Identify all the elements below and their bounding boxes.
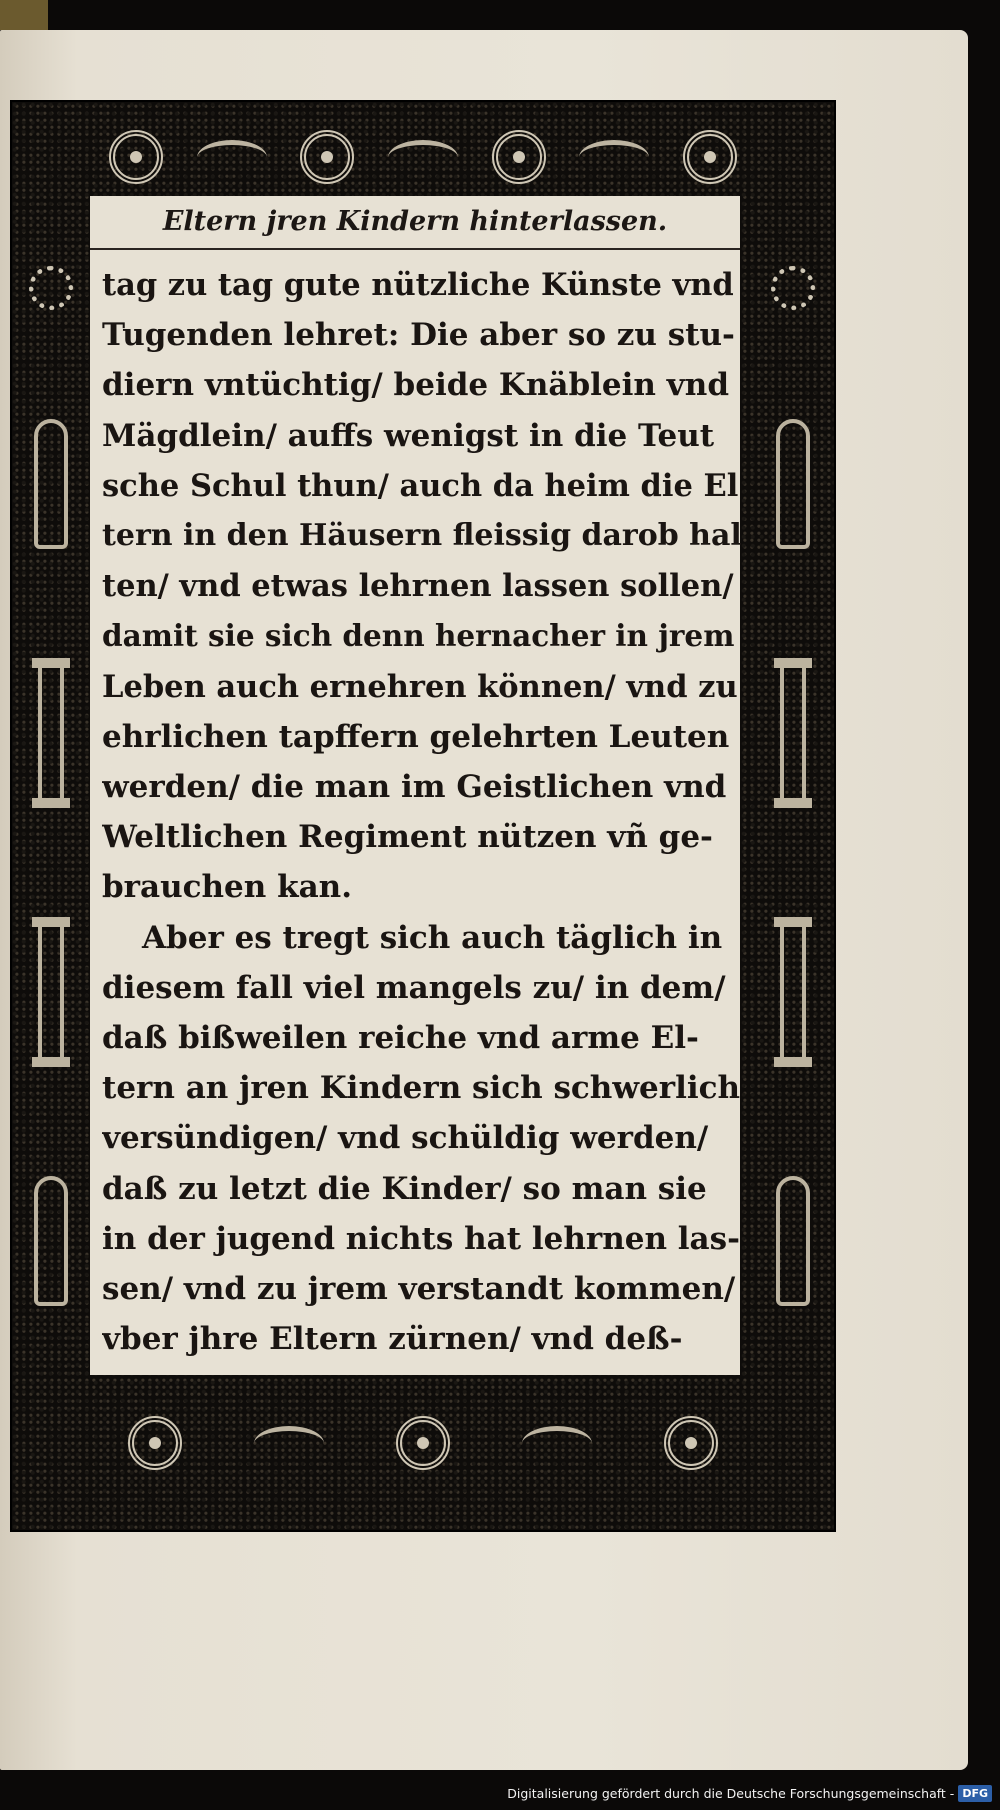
pillar-ornament-icon [38, 658, 64, 808]
text-line: in der jugend nichts hat lehrnen las- [102, 1220, 740, 1257]
flower-ornament-icon [29, 266, 73, 310]
text-line: Aber es tregt sich auch täglich in [142, 919, 723, 956]
text-line: diern vntüchtig/ beide Knäblein vnd [102, 367, 729, 404]
text-line: brauchen kan. [102, 869, 352, 906]
top-ornament-band [92, 112, 754, 202]
text-line: werden/ die man im Geistlichen vnd [102, 769, 727, 806]
book-spine-edge [0, 0, 48, 30]
pillar-ornament-icon [780, 658, 806, 808]
text-line: tag zu tag gute nützliche Künste vnd [102, 267, 734, 303]
vine-ornament-icon [197, 140, 267, 175]
vine-ornament-icon [579, 140, 649, 175]
text-line: Leben auch ernehren können/ vnd zu [102, 668, 738, 705]
dfg-logo: DFG [958, 1785, 992, 1802]
rosette-ornament-icon [492, 130, 546, 184]
text-line: tern in den Häusern fleissig darob hal [102, 518, 742, 554]
rosette-ornament-icon [683, 130, 737, 184]
text-line: vber jhre Eltern zürnen/ vnd deß- [102, 1321, 683, 1358]
vine-ornament-icon [522, 1426, 592, 1461]
standing-figure-ornament-icon [34, 1176, 68, 1306]
pillar-ornament-icon [38, 917, 64, 1067]
rosette-ornament-icon [128, 1416, 182, 1470]
left-ornament-column [16, 212, 86, 1360]
running-head: Eltern jren Kindern hinterlassen. [90, 196, 740, 250]
rosette-ornament-icon [396, 1416, 450, 1470]
flower-ornament-icon [771, 266, 815, 310]
text-line: versündigen/ vnd schüldig werden/ [102, 1120, 709, 1157]
text-line: tern an jren Kindern sich schwerlich [102, 1070, 741, 1107]
body-text [102, 260, 742, 1364]
footer-credit: Digitalisierung gefördert durch die Deutsche Forschungsgemeinschaft - [507, 1785, 955, 1801]
text-line: daß bißweilen reiche vnd arme El- [102, 1020, 699, 1057]
vine-ornament-icon [388, 140, 458, 175]
standing-figure-ornament-icon [776, 419, 810, 549]
standing-figure-ornament-icon [776, 1176, 810, 1306]
rosette-ornament-icon [664, 1416, 718, 1470]
text-line: daß zu letzt die Kinder/ so man sie [102, 1170, 707, 1207]
standing-figure-ornament-icon [34, 419, 68, 549]
rosette-ornament-icon [109, 130, 163, 184]
digitization-footer [507, 1782, 992, 1804]
text-line: Weltlichen Regiment nützen vñ ge- [102, 819, 713, 856]
vine-ornament-icon [254, 1426, 324, 1461]
rosette-ornament-icon [300, 130, 354, 184]
text-line: Tugenden lehret: Die aber so zu stu- [102, 317, 735, 354]
text-line: diesem fall viel mangels zu/ in dem/ [102, 969, 726, 1006]
text-line: Mägdlein/ auffs wenigst in die Teut [102, 417, 715, 454]
bottom-ornament-band [92, 1368, 754, 1518]
pillar-ornament-icon [780, 917, 806, 1067]
text-line: damit sie sich denn hernacher in jrem [102, 618, 735, 654]
text-line: ehrlichen tapffern gelehrten Leuten [102, 718, 730, 755]
right-ornament-column [758, 212, 828, 1360]
text-line: sche Schul thun/ auch da heim die El [102, 467, 739, 504]
text-line: ten/ vnd etwas lehrnen lassen sollen/ [102, 568, 734, 605]
text-line: sen/ vnd zu jrem verstandt kommen/ [102, 1271, 736, 1308]
